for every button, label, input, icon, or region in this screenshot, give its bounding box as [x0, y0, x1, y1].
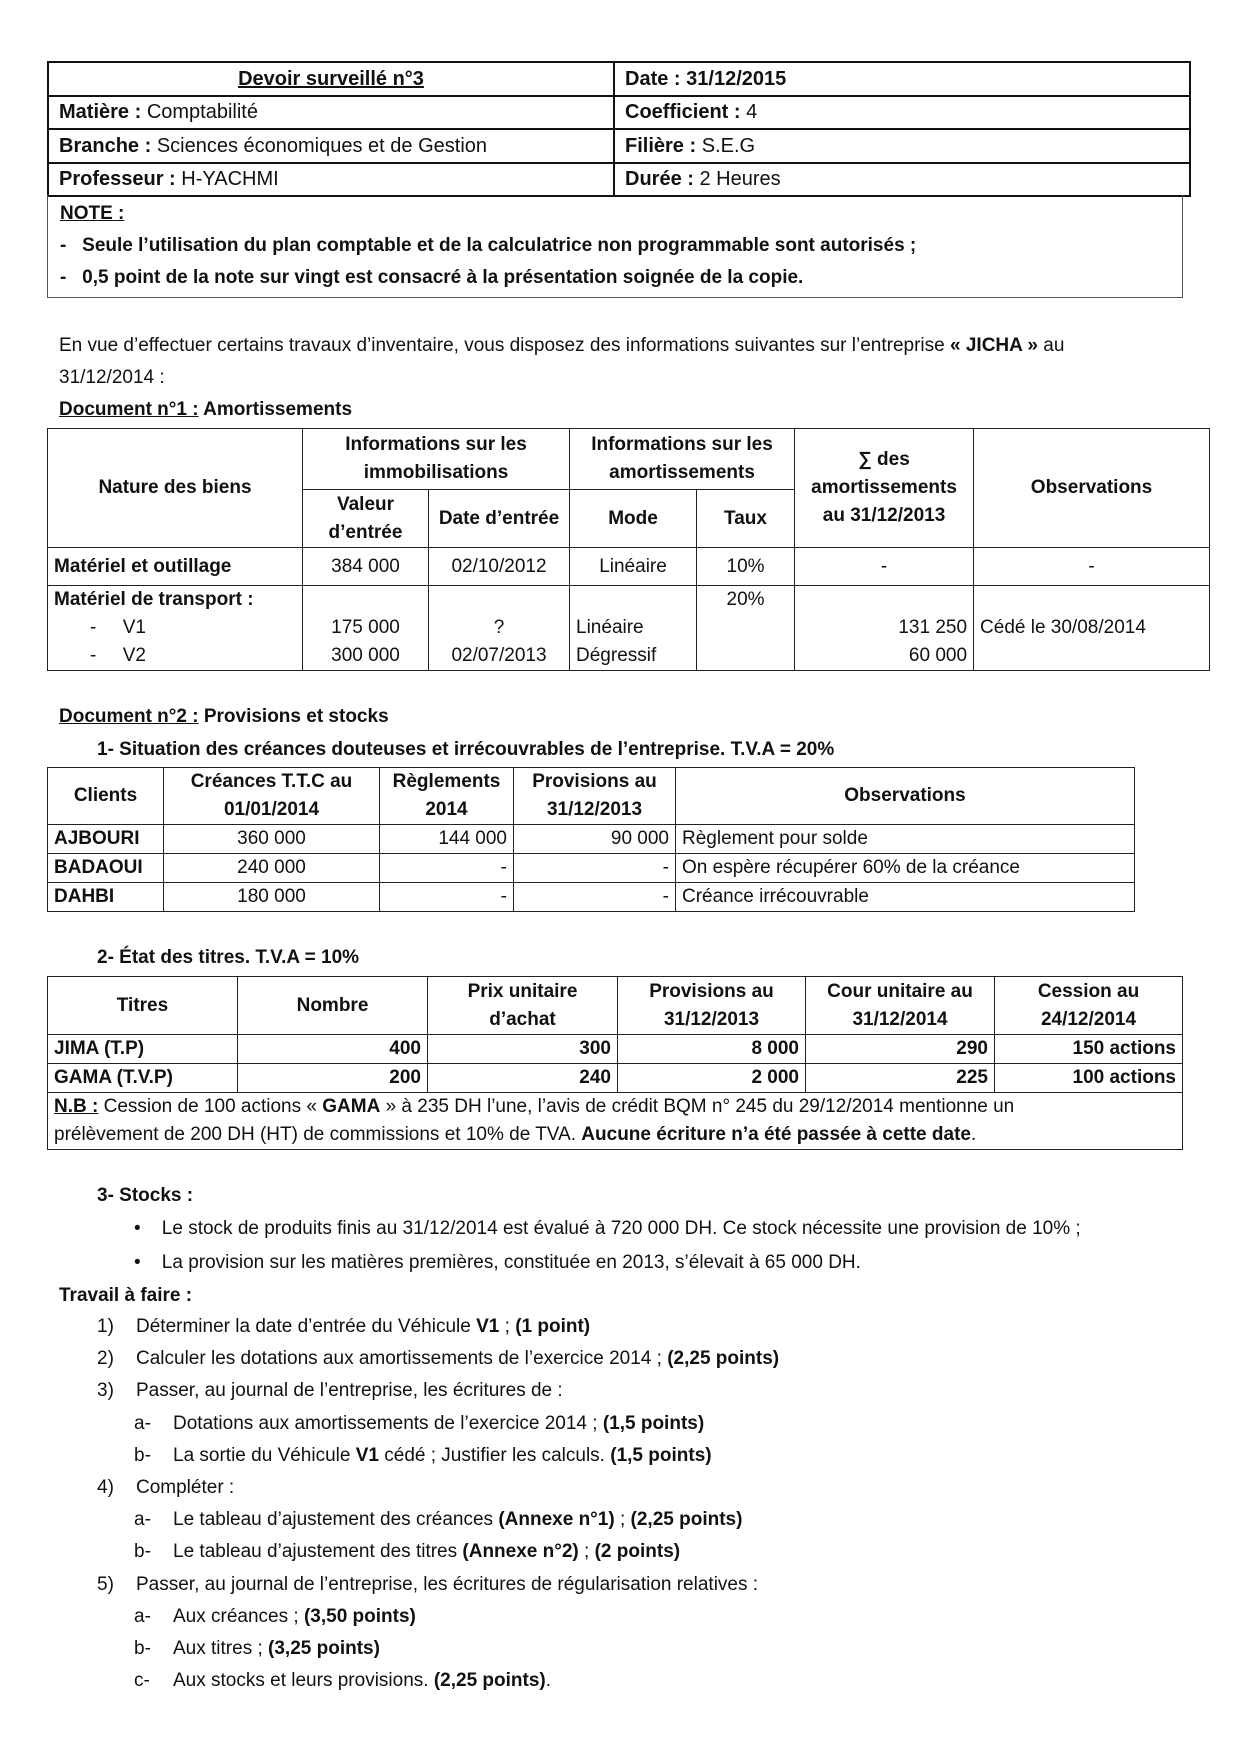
bullet-item: • Le stock de produits finis au 31/12/2014 est évalué à 720 000 DH. Ce stock nécessite une provision de 10% ;	[134, 1218, 1081, 1239]
note-box	[47, 195, 1183, 298]
cell: 150 actions	[995, 1035, 1183, 1064]
cell: 20%	[697, 586, 795, 671]
col-obs: Observations	[974, 429, 1210, 548]
note-item: - 0,5 point de la note sur vingt est consacré à la présentation soignée de la copie.	[60, 267, 804, 288]
task-item: b- Le tableau d’ajustement des titres (Annexe n°2) ; (2 points)	[134, 1541, 681, 1563]
cell: 400	[238, 1035, 428, 1064]
cell: 2 000	[618, 1064, 806, 1093]
cell: 360 000	[164, 825, 380, 854]
col-provisions: Provisions au 31/12/2013	[618, 977, 806, 1035]
task-item: 2) Calculer les dotations aux amortissements de l’exercice 2014 ; (2,25 points)	[97, 1348, 780, 1370]
cell: 300	[428, 1035, 618, 1064]
note-item: - Seule l’utilisation du plan comptable et de la calculatrice non programmable sont autorisés ;	[60, 235, 917, 256]
cell: BADAOUI	[48, 854, 164, 883]
cell: 180 000	[164, 883, 380, 912]
task-title: Travail à faire :	[59, 1285, 193, 1306]
col-clients: Clients	[48, 768, 164, 825]
bullet-item: • La provision sur les matières premières, constituée en 2013, s’élevait à 65 000 DH.	[134, 1252, 861, 1273]
exam-header-table	[47, 61, 1191, 197]
cell: 10%	[697, 548, 795, 586]
track: Filière : S.E.G	[614, 129, 1190, 163]
cell: Matériel de transport : - V1 - V2	[48, 586, 303, 671]
coefficient: Coefficient : 4	[614, 96, 1190, 130]
col-provisions: Provisions au 31/12/2013	[514, 768, 676, 825]
cell: 240 000	[164, 854, 380, 883]
col-cumul: ∑ des amortissements au 31/12/2013	[795, 429, 974, 548]
cell: 144 000	[380, 825, 514, 854]
task-item: 1) Déterminer la date d’entrée du Véhicule V1 ; (1 point)	[97, 1316, 591, 1337]
cell: 02/10/2012	[429, 548, 570, 586]
task-item: a- Dotations aux amortissements de l’exercice 2014 ; (1,5 points)	[134, 1412, 705, 1434]
cell: -	[795, 548, 974, 586]
cell: Matériel et outillage	[48, 548, 303, 586]
cell: 200	[238, 1064, 428, 1093]
cell: -	[380, 883, 514, 912]
cell: Règlement pour solde	[676, 825, 1135, 854]
col-cours: Cour unitaire au 31/12/2014	[806, 977, 995, 1035]
task-item: c- Aux stocks et leurs provisions. (2,25 points).	[134, 1670, 552, 1692]
col-taux: Taux	[697, 490, 795, 548]
cell: Cédé le 30/08/2014	[974, 586, 1210, 671]
cell: 100 actions	[995, 1064, 1183, 1093]
cell: JIMA (T.P)	[48, 1035, 238, 1064]
section-3-title: 3- Stocks :	[97, 1185, 194, 1206]
table-row	[48, 548, 1210, 586]
task-item: b- La sortie du Véhicule V1 cédé ; Justifier les calculs. (1,5 points)	[134, 1444, 712, 1466]
cell: 90 000	[514, 825, 676, 854]
col-nature: Nature des biens	[48, 429, 303, 548]
table-row	[48, 854, 1135, 883]
cell: Linéaire	[570, 548, 697, 586]
col-nombre: Nombre	[238, 977, 428, 1035]
cell: -	[514, 854, 676, 883]
depreciation-table	[47, 428, 1210, 671]
task-item: b- Aux titres ; (3,25 points)	[134, 1638, 380, 1659]
cell: AJBOURI	[48, 825, 164, 854]
cell: 131 250 60 000	[795, 586, 974, 671]
table-row	[48, 1035, 1183, 1064]
col-prix: Prix unitaire d’achat	[428, 977, 618, 1035]
doc1-title: Document n°1 : Amortissements	[59, 399, 353, 420]
cell: -	[514, 883, 676, 912]
doc2-title: Document n°2 : Provisions et stocks	[59, 706, 389, 727]
col-creances: Créances T.T.C au 01/01/2014	[164, 768, 380, 825]
cell: 8 000	[618, 1035, 806, 1064]
nb-note: N.B : Cession de 100 actions « GAMA » à 235 DH l’une, l’avis de crédit BQM n° 245 du 29/12/2014 mentionne un prélèvement de 200 DH (HT) de commissions et 10% de TVA. Aucune écriture n’a été passée à cette date.	[48, 1093, 1183, 1150]
col-amort: Informations sur les amortissements	[570, 429, 795, 490]
task-item: a- Le tableau d’ajustement des créances (Annexe n°1) ; (2,25 points)	[134, 1509, 743, 1531]
cell: On espère récupérer 60% de la créance	[676, 854, 1135, 883]
col-date: Date d’entrée	[429, 490, 570, 548]
col-observations: Observations	[676, 768, 1135, 825]
cell: Créance irrécouvrable	[676, 883, 1135, 912]
intro-paragraph: En vue d’effectuer certains travaux d’inventaire, vous disposez des informations suivantes sur l’entreprise « JICHA » au 31/12/2014 :	[59, 335, 1065, 388]
duration: Durée : 2 Heures	[614, 163, 1190, 197]
cell: DAHBI	[48, 883, 164, 912]
cell: Linéaire Dégressif	[570, 586, 697, 671]
task-item: 5) Passer, au journal de l’entreprise, les écritures de régularisation relatives :	[97, 1573, 759, 1595]
receivables-table	[47, 767, 1135, 912]
section-1-title: 1- Situation des créances douteuses et irrécouvrables de l’entreprise. T.V.A = 20%	[97, 739, 835, 760]
cell: 384 000	[303, 548, 429, 586]
branch: Branche : Sciences économiques et de Gestion	[48, 129, 614, 163]
table-row	[48, 825, 1135, 854]
table-row	[48, 586, 1210, 671]
cell: -	[380, 854, 514, 883]
exam-title: Devoir surveillé n°3	[48, 62, 614, 96]
task-item: 4) Compléter :	[97, 1477, 235, 1498]
col-valeur: Valeur d’entrée	[303, 490, 429, 548]
note-title: NOTE :	[60, 203, 125, 224]
exam-date: Date : 31/12/2015	[614, 62, 1190, 96]
cell: GAMA (T.V.P)	[48, 1064, 238, 1093]
col-titres: Titres	[48, 977, 238, 1035]
col-cession: Cession au 24/12/2014	[995, 977, 1183, 1035]
cell: -	[974, 548, 1210, 586]
subject: Matière : Comptabilité	[48, 96, 614, 130]
task-item: a- Aux créances ; (3,50 points)	[134, 1605, 416, 1627]
cell: 225	[806, 1064, 995, 1093]
col-immo: Informations sur les immobilisations	[303, 429, 570, 490]
task-item: 3) Passer, au journal de l’entreprise, les écritures de :	[97, 1380, 563, 1402]
cell: 290	[806, 1035, 995, 1064]
table-row	[48, 1064, 1183, 1093]
col-mode: Mode	[570, 490, 697, 548]
col-reglements: Règlements 2014	[380, 768, 514, 825]
cell: 240	[428, 1064, 618, 1093]
professor: Professeur : H-YACHMI	[48, 163, 614, 197]
section-2-title: 2- État des titres. T.V.A = 10%	[97, 947, 360, 968]
cell: ? 02/07/2013	[429, 586, 570, 671]
cell: 175 000 300 000	[303, 586, 429, 671]
securities-table	[47, 976, 1183, 1150]
table-row	[48, 883, 1135, 912]
